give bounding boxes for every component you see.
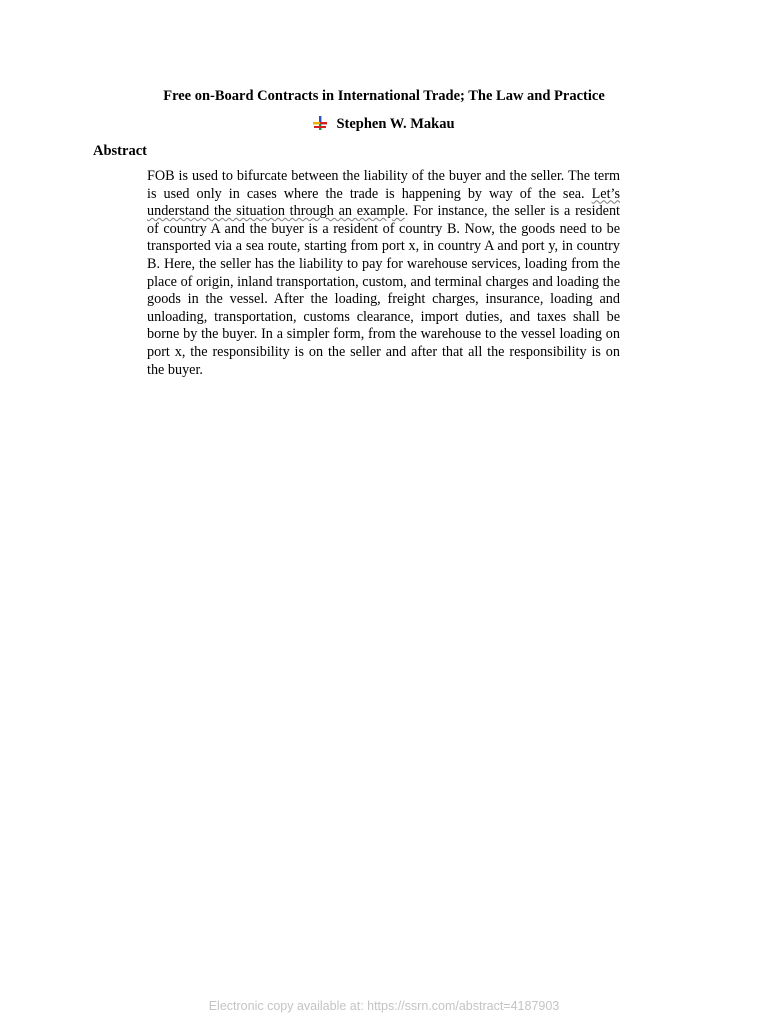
paper-title: Free on-Board Contracts in International Trade; The Law and Practice [163, 88, 605, 104]
abstract-heading: Abstract [93, 143, 147, 159]
abstract-continuation: For instance, the seller is a resident of country A and the buyer is a resident of country B. Now, the goods need to be transported via a sea route, starting from port x, in country A and port y, in country B. Here, the seller has the liability to pay for warehouse services, loading from the place of origin, inland transportation, custom, and terminal charges and loading the goods in the vessel. After the loading, freight charges, insurance, loading and unloading, transportation, customs clearance, import duties, and taxes shall be borne by the buyer. In a simpler form, from the warehouse to the vessel loading on port x, the responsibility is on the seller and after that all the responsibility is on the buyer. [147, 203, 620, 378]
author-name: Stephen W. Makau [336, 116, 455, 132]
four-color-bullet-icon [313, 116, 327, 130]
spellcheck-marked-text: Let’s understand the situation through an example [147, 185, 620, 220]
abstract-paragraph [147, 168, 620, 379]
author-line [0, 115, 768, 133]
ssrn-footer-watermark: Electronic copy available at: https://ssrn.com/abstract=4187903 [208, 999, 560, 1013]
abstract-sentence-end: . [404, 203, 409, 220]
abstract-sentence: FOB is used to bifurcate between the liability of the buyer and the seller. The term is used only in cases where the trade is happening by way of the sea. [147, 168, 620, 202]
